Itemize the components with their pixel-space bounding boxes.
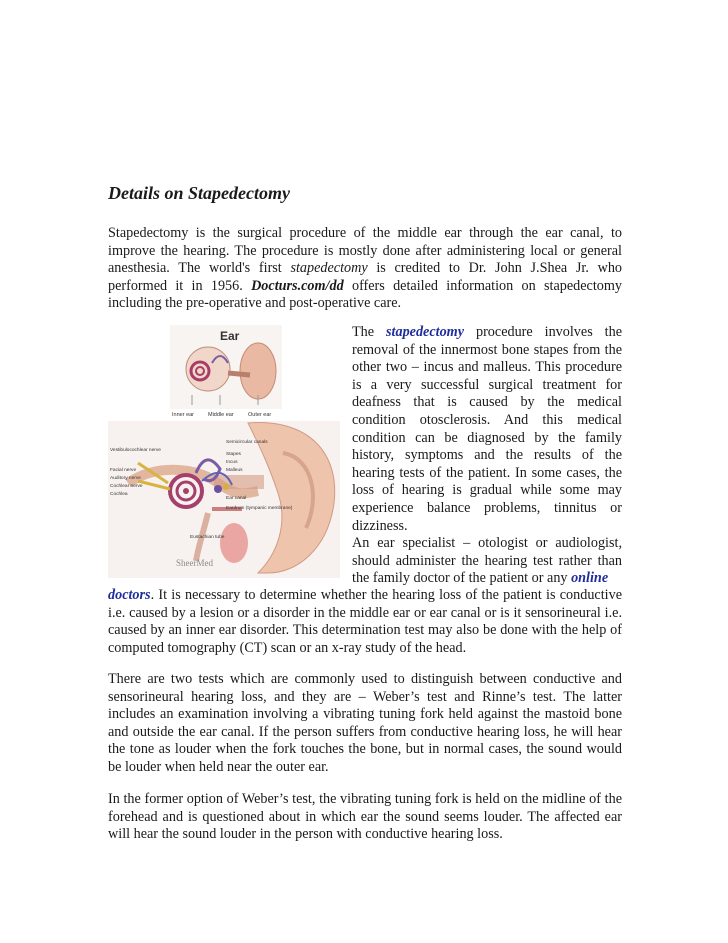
figure-label-eardrum: Eardrum (tympanic membrane): [226, 506, 293, 511]
figure-label-ear-canal: Ear canal: [226, 496, 247, 501]
stapedectomy-term: stapedectomy: [290, 260, 368, 277]
figure-label-cochlea: Cochlea: [110, 492, 128, 497]
text-run: The: [352, 324, 387, 340]
stapedectomy-link[interactable]: stapedectomy: [386, 324, 465, 340]
doctors-link[interactable]: doctors: [108, 587, 151, 603]
text-run: is credited to Dr. John J.Shea Jr. who performed it in 1956.: [108, 260, 623, 294]
text-run: offers detailed information on stapedectomy including the pre-operative and post-operative care.: [108, 277, 622, 312]
figure-label-inner-ear: Inner ear: [172, 412, 195, 418]
text-run: procedure involves the removal of the innermost bone stapes from the other two – incus and malleus. This procedure is a very successful surgical treatment for deafness that is caused by the medical condition otosclerosis. And this medical condition can be diagnosed by the family history, symptoms and the results of the hearing tests of the patient. In some cases, the loss of hearing is gradual while some may experience balance problems, tinnitus or dizziness.: [352, 324, 623, 534]
text-run: An ear specialist – otologist or audiologist, should administer the hearing test rather than the family doctor of the patient or any: [352, 535, 622, 587]
figure-label-eustachian: Eustachian tube: [190, 535, 225, 540]
figure-label-facial-nerve: Facial nerve: [110, 468, 137, 473]
figure-heading: Ear: [220, 329, 240, 343]
ear-anatomy-figure: [108, 323, 340, 578]
figure-label-cochlear-nerve: Cochlear nerve: [110, 484, 143, 489]
docturs-link[interactable]: Docturs.com/dd: [251, 277, 344, 294]
diagnosis-paragraph: [108, 587, 622, 657]
figure-label-middle-ear: Middle ear: [208, 412, 234, 418]
text-run: Stapedectomy is the surgical procedure of the middle ear through the ear canal, to improve the hearing. The procedure is mostly done after administering local or general anesthesia. The world's first: [108, 225, 622, 277]
weber-paragraph: In the former option of Weber’s test, the vibrating tuning fork is held on the midline of the forehead and is questioned about in which ear the sound seems louder. The affected ear will hear the sound louder in the person with conductive hearing loss.: [108, 791, 622, 843]
intro-paragraph: [108, 225, 622, 313]
figure-label-vestibulocochlear: Vestibulocochlear nerve: [110, 448, 161, 453]
figure-label-stapes: Stapes: [226, 452, 241, 457]
specialist-paragraph: [352, 535, 622, 588]
figure-label-incus: Incus: [226, 460, 238, 465]
figure-watermark: SheerMed: [176, 558, 213, 568]
figure-label-outer-ear: Outer ear: [248, 412, 272, 418]
online-link[interactable]: online: [571, 570, 609, 587]
tests-paragraph: There are two tests which are commonly used to distinguish between conductive and sensorineural hearing loss, and they are – Weber’s test and Rinne’s test. The latter includes an examination involving a vibrating tuning fork held against the mastoid bone and outside the ear canal. If the person suffers from conductive hearing loss, he will hear the tone as louder when the fork touches the bone, but in normal cases, the sound would be louder when held near the outer ear.: [108, 671, 622, 775]
figure-label-auditory-nerve: Auditory nerve: [110, 476, 141, 481]
figure-label-malleus: Malleus: [226, 468, 243, 473]
figure-label-semicircular: Semicircular canals: [226, 440, 268, 445]
text-run: . It is necessary to determine whether the hearing loss of the patient is conductive i.e. caused by a lesion or a disorder in the middle ear or ear canal or is it sensorineural i.e. caused by an inner ear disorder. This determination test may also be done with the help of computed tomography (CT) scan or an x-ray study of the head.: [108, 587, 622, 656]
procedure-paragraph: [352, 324, 622, 535]
page-title: Details on Stapedectomy: [108, 183, 290, 203]
